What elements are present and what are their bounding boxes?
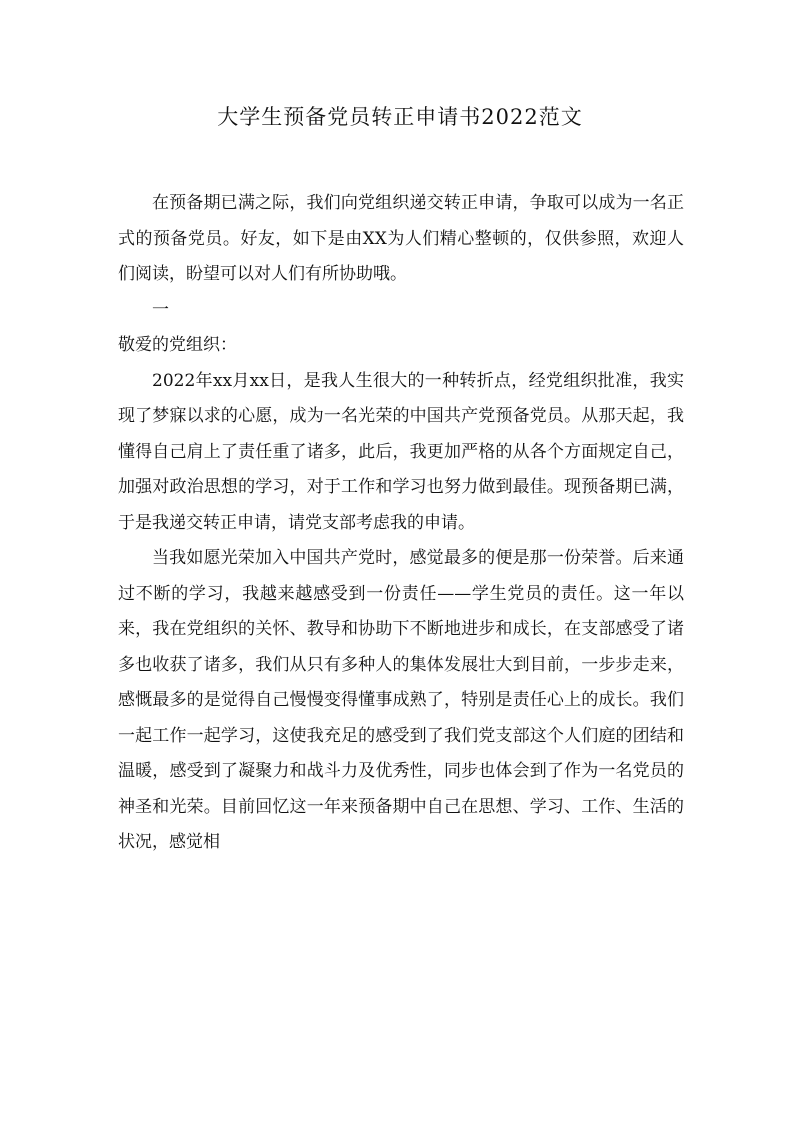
body-paragraph-2: 当我如愿光荣加入中国共产党时，感觉最多的便是那一份荣誉。后来通过不断的学习，我越来越感受到一份责任——学生党员的责任。这一年以来，我在党组织的关怀、教导和协助下不断地进步和成长，在支部感受了诸多也收获了诸多，我们从只有多种人的集体发展壮大到目前，一步步走来，感慨最多的是觉得自己慢慢变得懂事成熟了，特别是责任心上的成长。我们一起工作一起学习，这使我充足的感受到了我们党支部这个人们庭的团结和温暖，感受到了凝聚力和战斗力及优秀性，同步也体会到了作为一名党员的神圣和光荣。目前回忆这一年来预备期中自己在思想、学习、工作、生活的状况，感觉相 [118, 548, 684, 852]
intro-paragraph: 在预备期已满之际，我们向党组织递交转正申请，争取可以成为一名正式的预备党员。好友，如下是由XX为人们精心整顿的，仅供参照，欢迎人们阅读，盼望可以对人们有所协助哦。 [118, 193, 684, 284]
body-paragraph-1: 2022年xx月xx日，是我人生很大的一种转折点，经党组织批准，我实现了梦寐以求的心愿，成为一名光荣的中国共产党预备党员。从那天起，我懂得自己肩上了责任重了诸多，此后，我更加严格的从各个方面规定自己，加强对政治思想的学习，对于工作和学习也努力做到最佳。现预备期已满，于是我递交转正申请，请党支部考虑我的申请。 [118, 370, 684, 533]
salutation: 敬爱的党组织： [118, 335, 237, 355]
document-title: 大学生预备党员转正申请书2022范文 [217, 105, 583, 129]
section-marker: 一 [152, 299, 169, 320]
document-body [118, 186, 684, 861]
